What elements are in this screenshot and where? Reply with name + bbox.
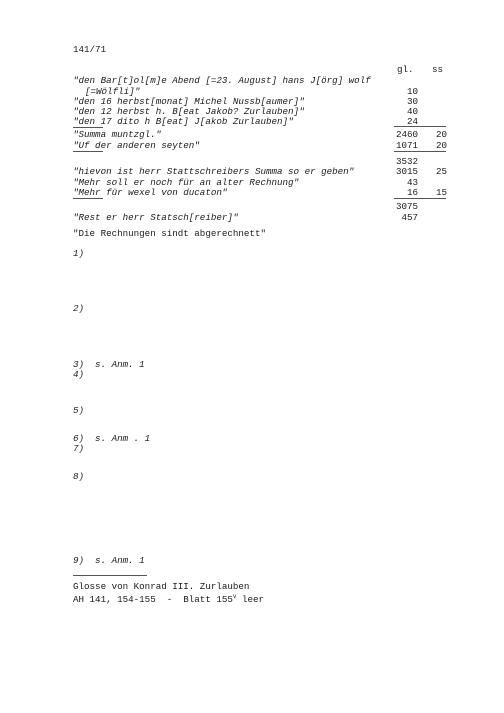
- summa-ss: 20: [435, 129, 447, 140]
- source-text: AH 141, 154-155 - Blatt 155: [73, 594, 233, 606]
- footnote-8: 8): [73, 471, 85, 482]
- mehr-soll-gl: 43: [406, 177, 418, 188]
- footnote-5: 5): [73, 405, 85, 416]
- divider-sum-1: [394, 126, 446, 127]
- source-superscript: v: [232, 593, 237, 600]
- divider-left-3: [73, 198, 103, 199]
- column-header-gl: gl.: [397, 64, 414, 75]
- hievon-gl: 3015: [395, 166, 418, 177]
- rest-line: "Rest er herr Statsch[reiber]": [73, 212, 239, 223]
- uf-der-gl: 1071: [395, 140, 418, 151]
- divider-sum-3: [394, 198, 446, 199]
- divider-sum-2: [394, 151, 446, 152]
- entry-2-gl: 30: [406, 96, 418, 107]
- summa-gl: 2460: [395, 129, 418, 140]
- rest-gl: 457: [401, 212, 418, 223]
- footer-divider: [73, 575, 147, 576]
- source-suffix: leer: [236, 594, 265, 606]
- footnote-7: 7): [73, 443, 85, 454]
- gloss-line: Glosse von Konrad III. Zurlauben: [73, 581, 250, 592]
- entry-2: "den 16 herbst[monat] Michel Nussb[aumer]": [73, 96, 305, 107]
- footnote-6: 6) s. Anm . 1: [73, 433, 151, 444]
- source-line: [73, 593, 264, 605]
- footnote-3: 3) s. Anm. 1: [73, 359, 145, 370]
- footnote-4: 4): [73, 369, 85, 380]
- entry-1-line-2: [=Wölfli]": [85, 86, 141, 97]
- document-id: 141/71: [73, 44, 107, 55]
- subtotal-1: 3532: [395, 156, 418, 167]
- entry-4: "den 17 dito h B[eat] J[akob Zurlauben]": [73, 116, 294, 127]
- entry-3: "den 12 herbst h. B[eat Jakob? Zurlauben]": [73, 106, 305, 117]
- footnote-9: 9) s. Anm. 1: [73, 555, 145, 566]
- footnote-1: 1): [73, 248, 85, 259]
- mehr-fuer-ss: 15: [435, 187, 447, 198]
- mehr-fuer-gl: 16: [406, 187, 418, 198]
- divider-left-1: [73, 127, 103, 128]
- subtotal-2: 3075: [395, 201, 418, 212]
- entry-4-gl: 24: [406, 116, 418, 127]
- closing-line: "Die Rechnungen sindt abgerechnett": [73, 228, 266, 239]
- footnote-2: 2): [73, 303, 85, 314]
- uf-der-ss: 20: [435, 140, 447, 151]
- hievon-ss: 25: [435, 166, 447, 177]
- entry-3-gl: 40: [406, 106, 418, 117]
- mehr-fuer-line: "Mehr für wexel von ducaton": [73, 187, 228, 198]
- mehr-soll-line: "Mehr soll er noch für an alter Rechnung": [73, 177, 300, 188]
- uf-der-label: "Uf der anderen seyten": [73, 140, 200, 151]
- entry-1-line-1: "den Bar[t]ol[m]e Abend [=23. August] hans J[örg] wolf: [73, 75, 371, 86]
- column-header-ss: ss: [432, 64, 444, 75]
- hievon-line: "hievon ist herr Stattschreibers Summa so er geben": [73, 166, 355, 177]
- entry-1-gl: 10: [406, 86, 418, 97]
- summa-label: "Summa muntzgl.": [73, 129, 162, 140]
- divider-left-2: [73, 151, 103, 152]
